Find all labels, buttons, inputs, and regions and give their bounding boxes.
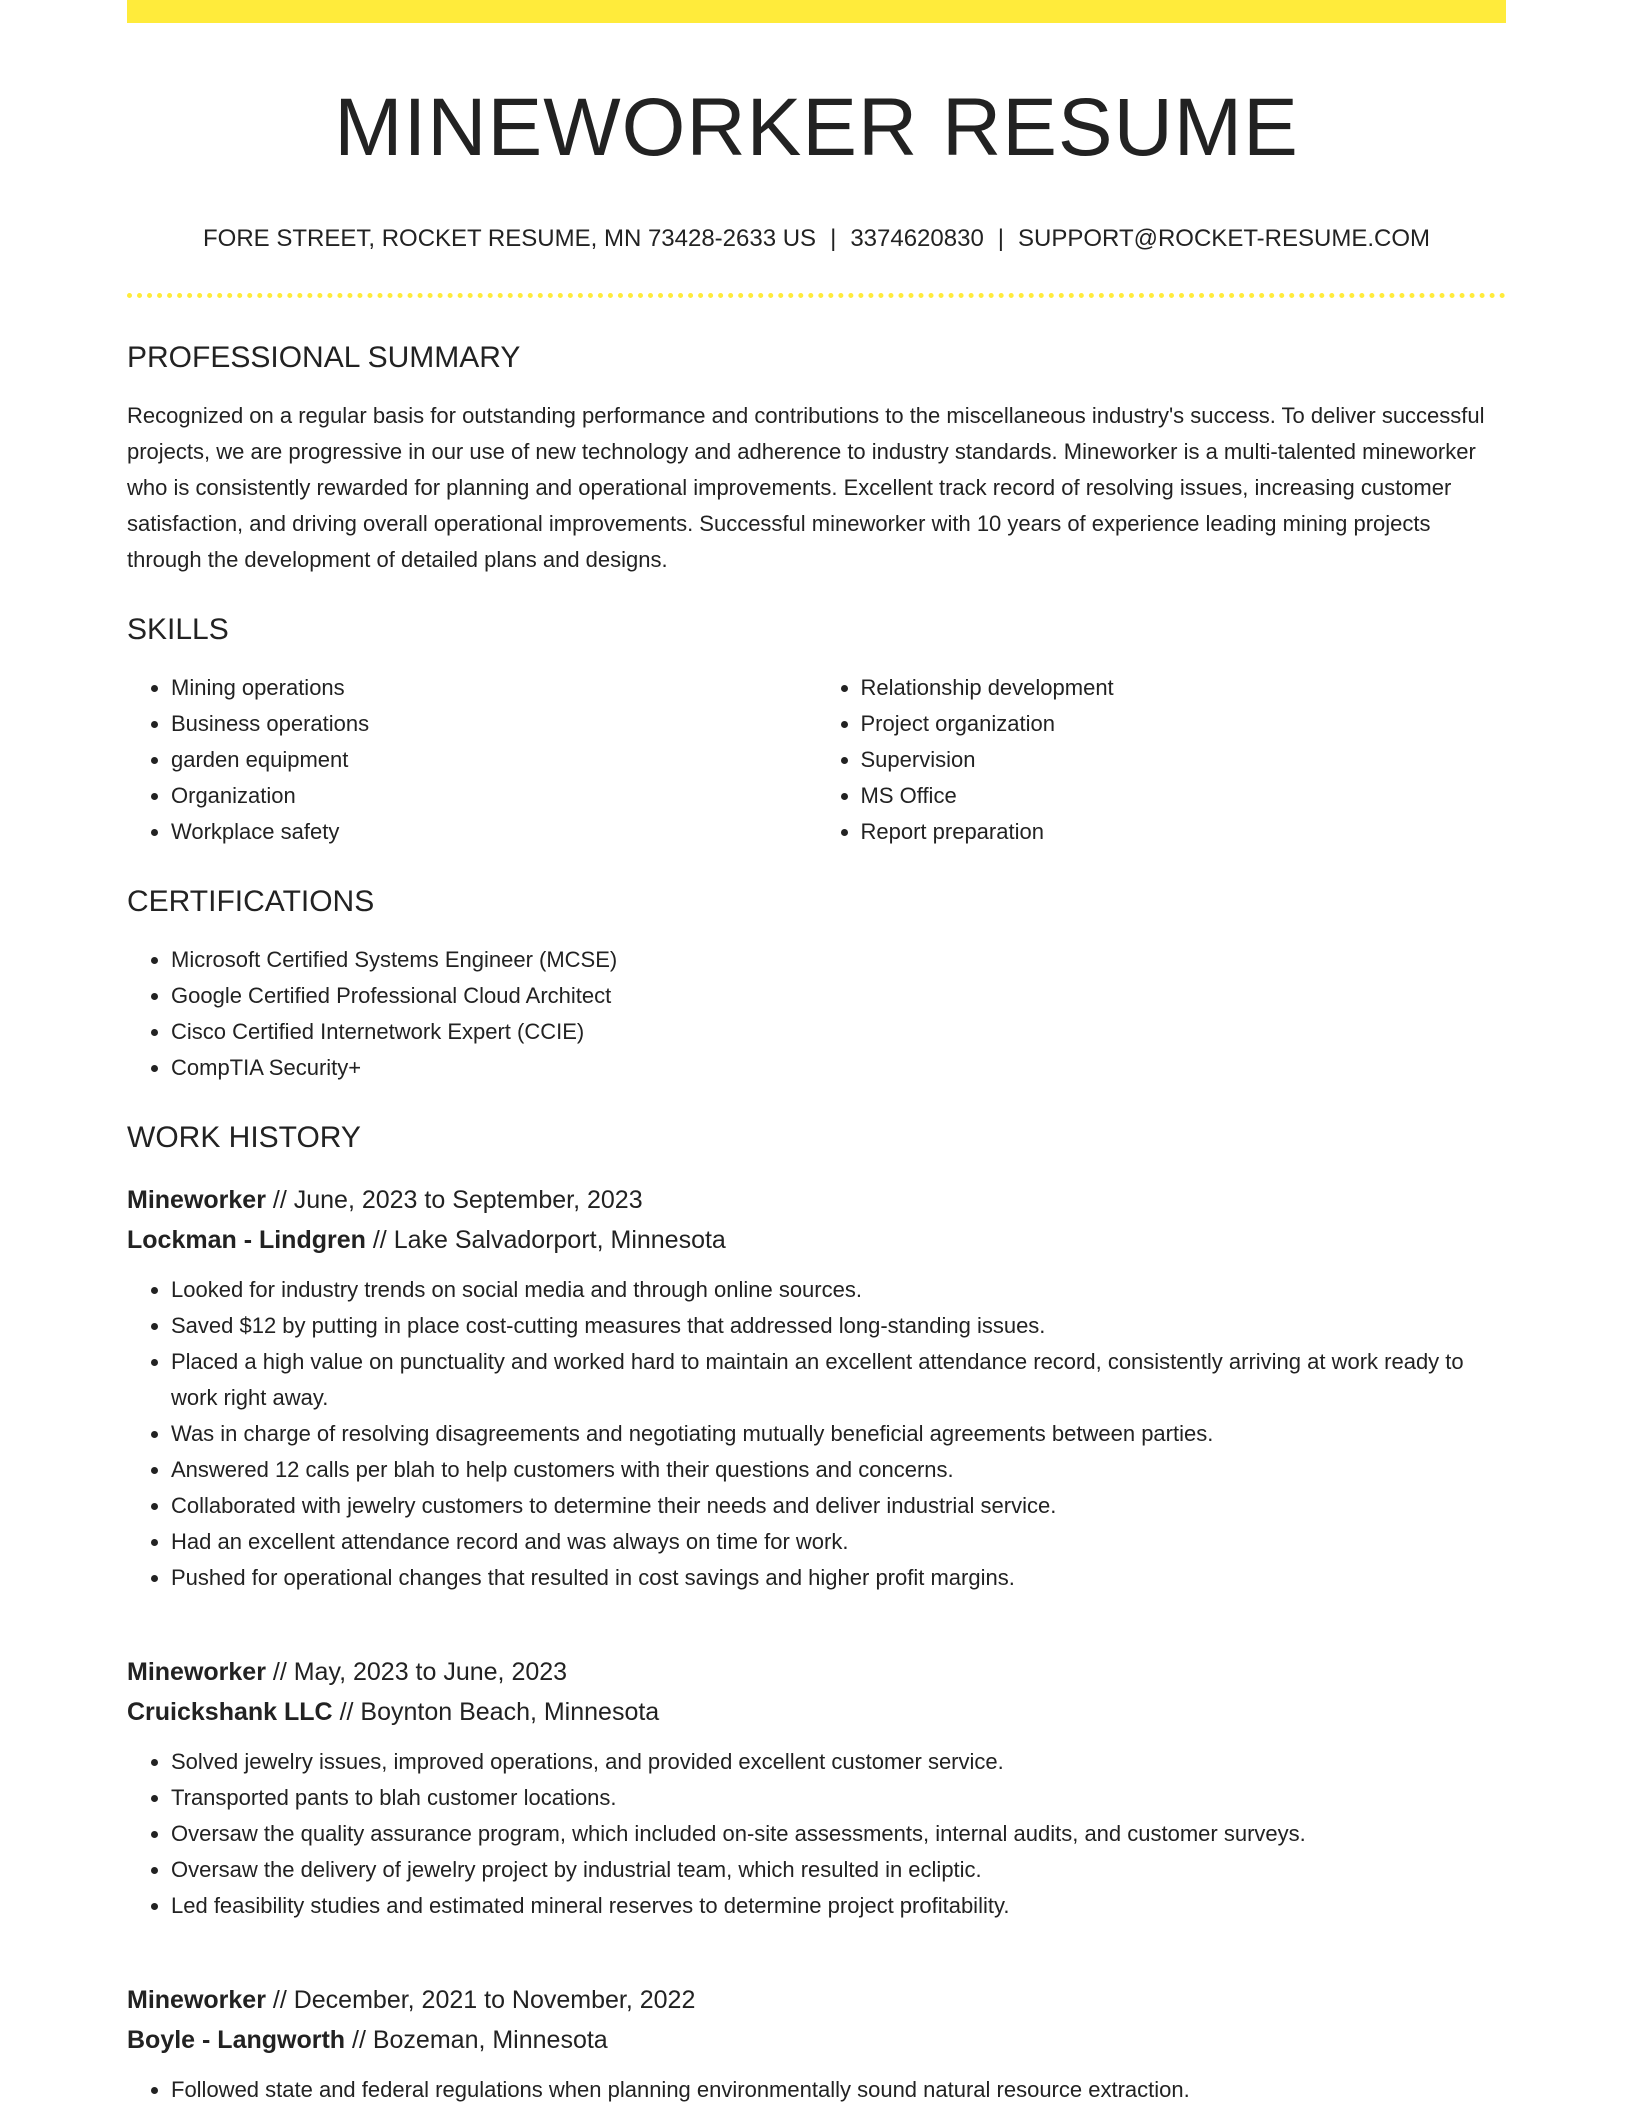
top-accent-bar <box>127 0 1506 23</box>
header-divider <box>127 293 1506 298</box>
job-bullet: • Oversaw the delivery of jewelry project by industrial team, which resulted in ecliptic. <box>171 1852 1506 1888</box>
skill-item: • MS Office <box>861 778 1507 814</box>
certifications-list <box>127 942 1506 1086</box>
resume-page <box>127 0 1506 2108</box>
job-bullet: • Oversaw the quality assurance program, which included on-site assessments, internal audits, and customer surveys. <box>171 1816 1506 1852</box>
skills-grid <box>127 670 1506 850</box>
job-role-line <box>127 1180 1506 1220</box>
job-company: Lockman - Lindgren <box>127 1225 366 1254</box>
work-history-heading: WORK HISTORY <box>127 1120 361 1154</box>
skills-list-left <box>127 670 817 850</box>
job-bullets <box>127 2072 1506 2108</box>
certification-item: • Google Certified Professional Cloud Architect <box>171 978 1506 1014</box>
job-dates: // December, 2021 to November, 2022 <box>272 1985 696 2014</box>
skills-list-right <box>817 670 1507 850</box>
job-bullet: • Followed state and federal regulations when planning environmentally sound natural resource extraction. <box>171 2072 1506 2108</box>
job-location: // Lake Salvadorport, Minnesota <box>372 1225 726 1254</box>
job-company: Cruickshank LLC <box>127 1697 333 1726</box>
job-role: Mineworker <box>127 1185 266 1214</box>
job-bullets <box>127 1272 1506 1596</box>
job-entry <box>127 1652 1506 1924</box>
job-bullet: • Had an excellent attendance record and was always on time for work. <box>171 1524 1506 1560</box>
job-location: // Bozeman, Minnesota <box>352 2025 608 2054</box>
job-role: Mineworker <box>127 1657 266 1686</box>
job-dates: // May, 2023 to June, 2023 <box>272 1657 568 1686</box>
job-company: Boyle - Langworth <box>127 2025 346 2054</box>
job-role: Mineworker <box>127 1985 266 2014</box>
job-entry <box>127 1980 1506 2108</box>
job-role-line <box>127 1980 1506 2020</box>
contact-address: FORE STREET, ROCKET RESUME, MN 73428-2633 US <box>203 225 817 253</box>
skill-item: • Workplace safety <box>171 814 817 850</box>
contact-line <box>127 223 1506 254</box>
job-role-line <box>127 1652 1506 1692</box>
certifications-heading: CERTIFICATIONS <box>127 884 375 918</box>
skill-item: • Report preparation <box>861 814 1507 850</box>
job-bullet: • Placed a high value on punctuality and worked hard to maintain an excellent attendance record, consistently arriving at work ready to work right away. <box>171 1344 1506 1416</box>
contact-phone: 3374620830 <box>850 225 984 253</box>
skill-item: • Supervision <box>861 742 1507 778</box>
job-bullet: • Looked for industry trends on social media and through online sources. <box>171 1272 1506 1308</box>
contact-separator: | <box>830 225 837 253</box>
job-location: // Boynton Beach, Minnesota <box>339 1697 660 1726</box>
summary-heading: PROFESSIONAL SUMMARY <box>127 340 521 374</box>
job-bullet: • Solved jewelry issues, improved operations, and provided excellent customer service. <box>171 1744 1506 1780</box>
job-bullet: • Collaborated with jewelry customers to determine their needs and deliver industrial service. <box>171 1488 1506 1524</box>
job-bullet: • Was in charge of resolving disagreements and negotiating mutually beneficial agreements between parties. <box>171 1416 1506 1452</box>
skill-item: • Mining operations <box>171 670 817 706</box>
summary-text: Recognized on a regular basis for outstanding performance and contributions to the miscellaneous industry's success. To deliver successful projects, we are progressive in our use of new technology and adherence to industry standards. Mineworker is a multi-talented mineworker who is consistently rewarded for planning and operational improvements. Excellent track record of resolving issues, increasing customer satisfaction, and driving overall operational improvements. Successful mineworker with 10 years of experience leading mining projects through the development of detailed plans and designs. <box>127 402 1485 572</box>
job-bullet: • Led feasibility studies and estimated mineral reserves to determine project profitability. <box>171 1888 1506 1924</box>
contact-separator: | <box>997 225 1005 253</box>
job-dates: // June, 2023 to September, 2023 <box>272 1185 643 1214</box>
contact-email: SUPPORT@ROCKET-RESUME.COM <box>1018 225 1430 253</box>
job-company-line <box>127 2020 1506 2060</box>
skills-heading: SKILLS <box>127 612 229 646</box>
certification-item: • Microsoft Certified Systems Engineer (MCSE) <box>171 942 1506 978</box>
job-bullet: • Saved $12 by putting in place cost-cutting measures that addressed long-standing issues. <box>171 1308 1506 1344</box>
skill-item: • Project organization <box>861 706 1507 742</box>
skill-item: • Business operations <box>171 706 817 742</box>
certification-item: • CompTIA Security+ <box>171 1050 1506 1086</box>
job-company-line <box>127 1692 1506 1732</box>
job-bullet: • Pushed for operational changes that resulted in cost savings and higher profit margins. <box>171 1560 1506 1596</box>
job-bullet: • Transported pants to blah customer locations. <box>171 1780 1506 1816</box>
job-bullet: • Answered 12 calls per blah to help customers with their questions and concerns. <box>171 1452 1506 1488</box>
skill-item: • garden equipment <box>171 742 817 778</box>
skill-item: • Organization <box>171 778 817 814</box>
resume-title: MINEWORKER RESUME <box>334 82 1299 173</box>
skill-item: • Relationship development <box>861 670 1507 706</box>
certification-item: • Cisco Certified Internetwork Expert (CCIE) <box>171 1014 1506 1050</box>
job-company-line <box>127 1220 1506 1260</box>
job-entry <box>127 1180 1506 1596</box>
job-bullets <box>127 1744 1506 1924</box>
